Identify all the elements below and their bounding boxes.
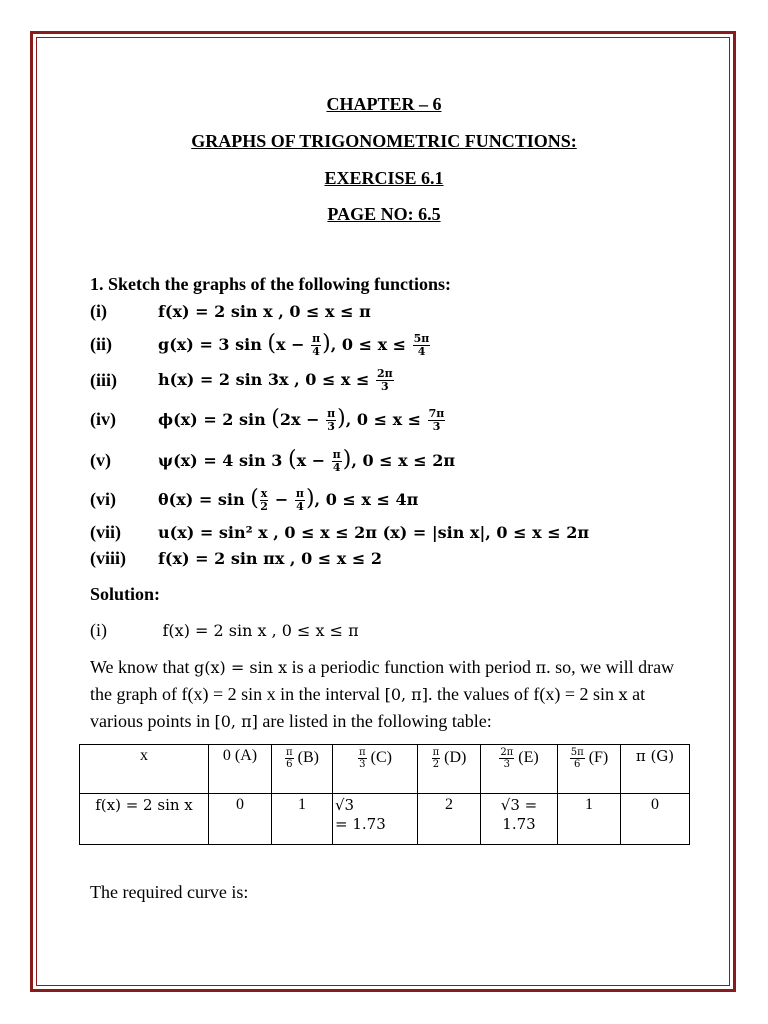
table-row	[80, 794, 690, 845]
chapter-heading: CHAPTER – 6	[326, 94, 442, 114]
solution-label: Solution:	[90, 584, 161, 604]
table-header-row	[80, 745, 690, 794]
required-curve-text: The required curve is:	[90, 882, 249, 902]
table-cell: $\frac{2\pi}{3}$ (E)	[481, 745, 558, 794]
table-cell: $\frac{\pi}{2}$ (D)	[418, 745, 481, 794]
table-cell: π (G)	[621, 745, 690, 794]
table-cell: 2	[418, 794, 481, 845]
table-cell: f(x) = 2 sin x	[80, 794, 209, 845]
table-cell: $\frac{\pi}{3}$ (C)	[333, 745, 418, 794]
question-item-iii: (iii) h(x) = 2 sin 3x , 0 ≤ x ≤ $\frac{2\pi}{3}$	[90, 366, 393, 393]
table-cell: x	[80, 745, 209, 794]
question-item-ii: (ii) g(x) = 3 sin (x − $\frac{\pi}{4}$ ), 0 ≤ x ≤ $\frac{5\pi}{4}$	[90, 330, 430, 358]
values-table	[79, 744, 690, 845]
table-cell: $\frac{\pi}{6}$ (B)	[272, 745, 333, 794]
page-number-heading: PAGE NO: 6.5	[327, 204, 441, 224]
question-item-viii: (viii) f(x) = 2 sin πx , 0 ≤ x ≤ 2	[90, 547, 382, 568]
question-item-vi: (vi) θ(x) = sin ( $\frac{x}{2}$ − $\frac{\pi}{4}$ ), 0 ≤ x ≤ 4π	[90, 485, 419, 513]
question-item-iv: (iv) ϕ(x) = 2 sin (2x − $\frac{\pi}{3}$ ), 0 ≤ x ≤ $\frac{7\pi}{3}$	[90, 405, 445, 433]
chapter-title: GRAPHS OF TRIGONOMETRIC FUNCTIONS:	[191, 131, 577, 151]
table-cell: 0	[621, 794, 690, 845]
question-item-v: (v) ψ(x) = 4 sin 3 (x − $\frac{\pi}{4}$ ), 0 ≤ x ≤ 2π	[90, 446, 456, 474]
solution-paragraph: We know that g(x) = sin x is a periodic function with period π. so, we will draw the graph of f(x) = 2 sin x in the interval [0, π]. the values of f(x) = 2 sin x at various points in [0, π] are listed in the following table:	[90, 657, 675, 731]
table-cell: 1	[558, 794, 621, 845]
question-item-vii: (vii) u(x) = sin² x , 0 ≤ x ≤ 2π (x) = |sin x|, 0 ≤ x ≤ 2π	[90, 521, 590, 542]
table-cell: √3 = 1.73	[333, 794, 418, 845]
solution-part-i: (i) f(x) = 2 sin x , 0 ≤ x ≤ π	[90, 620, 359, 640]
table-cell: √3 = 1.73	[481, 794, 558, 845]
exercise-heading: EXERCISE 6.1	[324, 168, 444, 188]
table-cell: 0 (A)	[209, 745, 272, 794]
question-title: 1. Sketch the graphs of the following functions:	[90, 274, 452, 294]
table-cell: 1	[272, 794, 333, 845]
table-cell: 0	[209, 794, 272, 845]
question-item-i: (i) f(x) = 2 sin x , 0 ≤ x ≤ π	[90, 300, 371, 321]
table-cell: $\frac{5\pi}{6}$ (F)	[558, 745, 621, 794]
